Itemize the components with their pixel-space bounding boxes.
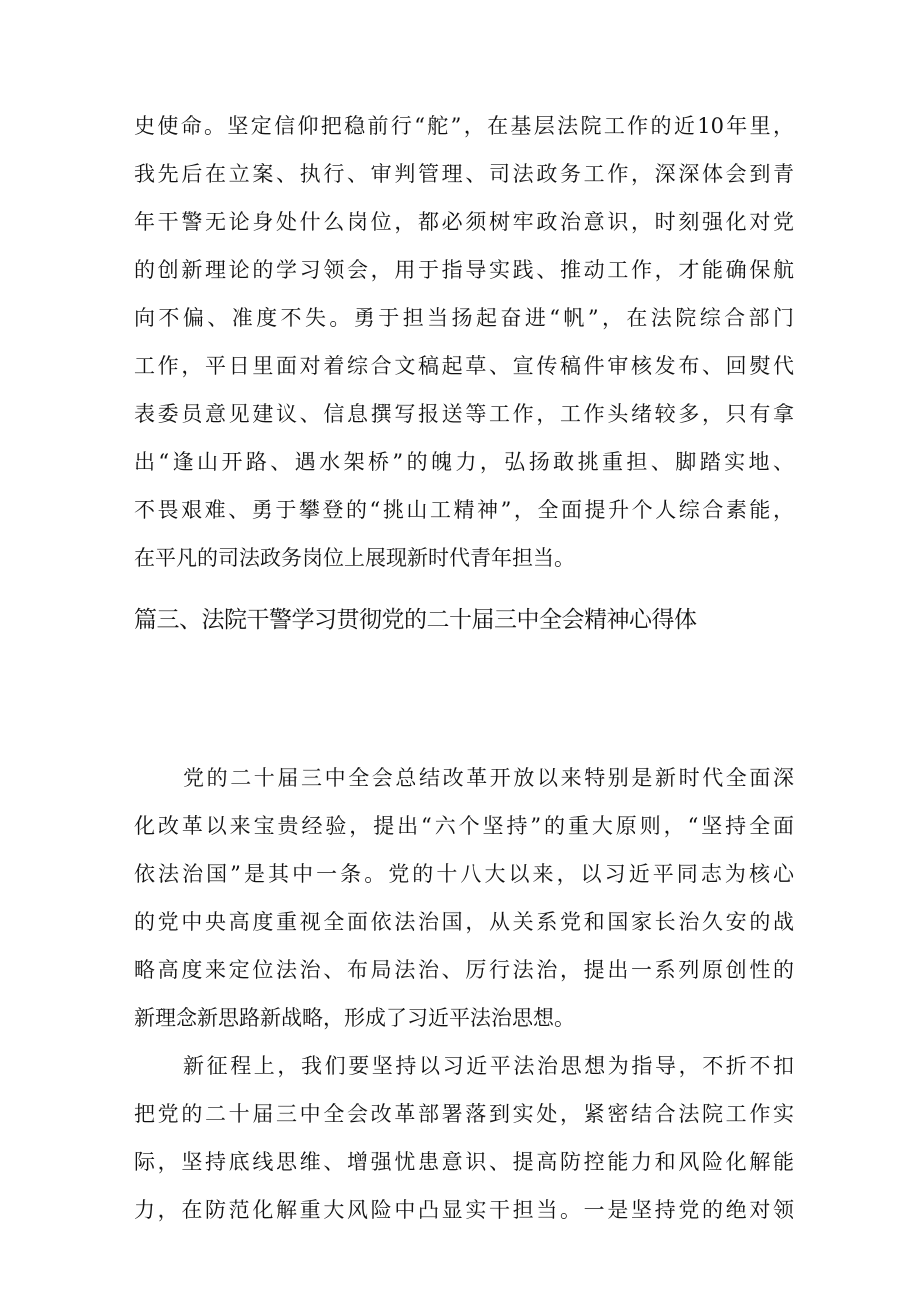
body-text-line: 向不偏、准度不失。勇于担当扬起奋进“帆”，在法院综合部门 (134, 306, 794, 330)
body-text-line: 工作，平日里面对着综合文稿起草、宣传稿件审核发布、回熨代 (134, 354, 794, 378)
body-text-line: 新征程上，我们要坚持以习近平法治思想为指导，不折不扣 (183, 1054, 794, 1078)
body-text-line: 把党的二十届三中全会改革部署落到实处，紧密结合法院工作实 (134, 1102, 794, 1126)
body-text-line: 不畏艰难、勇于攀登的“挑山工精神”，全面提升个人综合素能， (134, 498, 794, 522)
body-text-line: 年干警无论身处什么岗位，都必须树牢政治意识，时刻强化对党 (134, 210, 794, 234)
section-heading: 篇三、法院干警学习贯彻党的二十届三中全会精神心得体 (134, 607, 697, 633)
body-text-line: 的党中央高度重视全面依法治国，从关系党和国家长治久安的战 (134, 910, 794, 934)
body-text-line: 表委员意见建议、信息撰写报送等工作，工作头绪较多，只有拿 (134, 402, 794, 426)
body-text-line: 力，在防范化解重大风险中凸显实干担当。一是坚持党的绝对领 (134, 1198, 794, 1222)
body-text-line: 在平凡的司法政务岗位上展现新时代青年担当。 (134, 546, 575, 570)
body-text-line: 党的二十届三中全会总结改革开放以来特别是新时代全面深 (183, 766, 794, 790)
body-text-line: 际，坚持底线思维、增强忧患意识、提高防控能力和风险化解能 (134, 1150, 794, 1174)
body-text-line: 我先后在立案、执行、审判管理、司法政务工作，深深体会到青 (134, 162, 794, 186)
body-text-line: 出“逢山开路、遇水架桥”的魄力，弘扬敢挑重担、脚踏实地、 (134, 450, 794, 474)
body-text-line: 的创新理论的学习领会，用于指导实践、推动工作，才能确保航 (134, 258, 794, 282)
body-text-line: 依法治国”是其中一条。党的十八大以来，以习近平同志为核心 (134, 862, 794, 886)
body-text-line: 略高度来定位法治、布局法治、厉行法治，提出一系列原创性的 (134, 958, 794, 982)
body-text-line: 史使命。坚定信仰把稳前行“舵”，在基层法院工作的近10年里， (134, 114, 794, 138)
body-text-line: 化改革以来宝贵经验，提出“六个坚持”的重大原则，“坚持全面 (134, 814, 794, 838)
body-text-line: 新理念新思路新战略，形成了习近平法治思想。 (134, 1006, 575, 1030)
